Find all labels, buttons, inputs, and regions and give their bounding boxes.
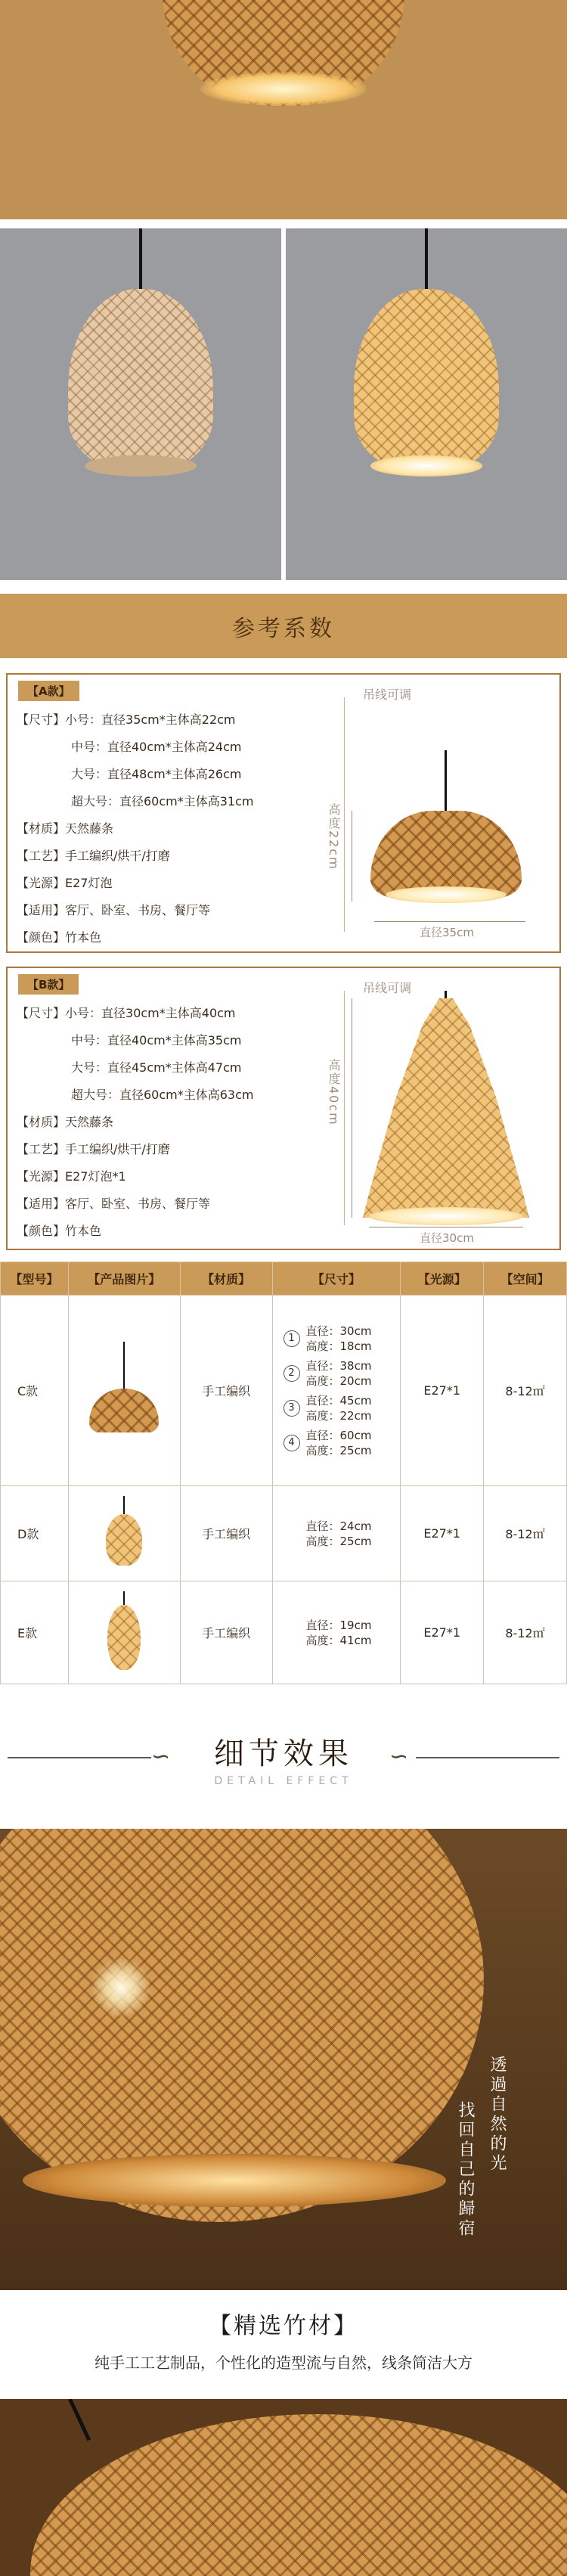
cell-sizes — [272, 1296, 401, 1486]
dome-lamp-image — [89, 1389, 159, 1432]
spec-row: 【工艺】手工编织/烘干/打磨 — [17, 849, 170, 863]
spec-tag: 【A款】 — [18, 681, 79, 701]
cell-space: 8-12㎡ — [484, 1486, 567, 1581]
spec-row: 【光源】E27灯泡 — [17, 876, 113, 890]
product-thumbnail — [101, 1496, 147, 1572]
size-option: 直径：19cm 高度：41cm — [305, 1618, 372, 1647]
height-dimension-label: 高度40cm — [327, 1059, 341, 1126]
size-option: 3 直径：45cm 高度：22cm — [284, 1393, 401, 1423]
spec-row: 【颜色】竹本色 — [17, 930, 102, 945]
reference-title: 参考系数 — [232, 615, 335, 642]
cell-light: E27*1 — [401, 1486, 484, 1581]
spec-divider — [344, 697, 345, 932]
cell-image — [68, 1581, 180, 1684]
lamp-cord — [123, 1342, 125, 1389]
header-model: 【型号】 — [1, 1262, 69, 1296]
dome-lamp-image — [370, 811, 522, 898]
size-option: 直径：24cm 高度：25cm — [305, 1519, 372, 1548]
hang-adjustable-label: 吊线可调 — [363, 981, 412, 995]
cell-material: 手工编织 — [180, 1296, 272, 1486]
lamp-cord — [123, 1496, 125, 1514]
spec-row: 【工艺】手工编织/烘干/打磨 — [17, 1142, 170, 1156]
spec-row: 【尺寸】小号：直径30cm*主体高40cm — [17, 1006, 236, 1020]
spec-rows — [17, 706, 254, 951]
lamp-photo-on — [286, 228, 567, 580]
spec-row: 中号：直径40cm*主体高35cm — [71, 1033, 242, 1047]
bamboo-closeup-photo — [0, 2399, 567, 2576]
lamp-shade-image — [354, 289, 499, 470]
spec-row: 【适用】客厅、卧室、书房、餐厅等 — [17, 1196, 211, 1211]
bamboo-description: 纯手工工艺制品，个性化的造型流与自然，线条简洁大方 — [94, 2354, 472, 2372]
light-glare — [91, 1957, 151, 2018]
lamp-cord — [445, 750, 447, 812]
header-material: 【材质】 — [180, 1262, 272, 1296]
cell-space: 8-12㎡ — [484, 1296, 567, 1486]
spec-row: 【尺寸】小号：直径35cm*主体高22cm — [17, 712, 236, 727]
product-thumbnail — [86, 1342, 162, 1440]
heading-divider — [416, 1757, 559, 1758]
cell-model: C款 — [1, 1296, 69, 1486]
lamp-shade-closeup — [30, 2414, 567, 2576]
detail-closeup-photo — [0, 1829, 567, 2290]
cell-image — [68, 1486, 180, 1581]
lamp-cord — [123, 1591, 125, 1605]
lamp-cord — [445, 991, 447, 998]
vertical-caption-2: 找回自己的歸宿 — [456, 2101, 475, 2239]
spec-row: 【光源】E27灯泡*1 — [17, 1169, 126, 1184]
model-table — [0, 1262, 567, 1684]
spec-row: 中号：直径40cm*主体高24cm — [71, 740, 242, 754]
lamp-photo-pair — [0, 228, 567, 580]
size-option: 4 直径：60cm 高度：25cm — [284, 1428, 401, 1458]
header-size: 【尺寸】 — [272, 1262, 401, 1296]
spec-row: 超大号：直径60cm*主体高63cm — [71, 1088, 254, 1102]
table-header-row — [1, 1262, 567, 1296]
spec-row: 【适用】客厅、卧室、书房、餐厅等 — [17, 903, 211, 917]
size-option: 2 直径：38cm 高度：20cm — [284, 1358, 401, 1389]
spec-row: 超大号：直径60cm*主体高31cm — [71, 794, 254, 808]
spec-rows — [17, 1000, 254, 1245]
table-row — [1, 1581, 567, 1684]
detail-section-heading — [0, 1713, 567, 1796]
lamp-rim — [370, 455, 482, 476]
lamp-cord — [68, 2399, 91, 2441]
swirl-ornament-icon: ∽ — [151, 1743, 171, 1770]
header-space: 【空间】 — [484, 1262, 567, 1296]
lamp-cord — [139, 228, 142, 289]
width-dimension-label: 直径35cm — [420, 926, 474, 939]
spec-row: 【材质】天然藤条 — [17, 1115, 114, 1129]
header-image: 【产品图片】 — [68, 1262, 180, 1296]
cell-light: E27*1 — [401, 1296, 484, 1486]
lamp-photo-off — [0, 228, 281, 580]
lamp-cord — [425, 228, 428, 289]
header-light: 【光源】 — [401, 1262, 484, 1296]
lamp-shade-image — [107, 1605, 141, 1670]
bell-lamp-image — [363, 998, 529, 1218]
size-option: 1 直径：30cm 高度：18cm — [284, 1324, 401, 1354]
spec-divider — [344, 991, 345, 1225]
bamboo-title: 【精选竹材】 — [209, 2313, 358, 2339]
cell-material: 手工编织 — [180, 1486, 272, 1581]
cell-model: E款 — [1, 1581, 69, 1684]
height-dimension-label: 高度22cm — [327, 803, 341, 871]
product-thumbnail — [101, 1591, 147, 1674]
lamp-glow — [200, 72, 367, 106]
detail-subtitle: DETAIL EFFECT — [214, 1775, 353, 1787]
lamp-glow — [369, 1207, 523, 1225]
lamp-rim — [23, 2154, 446, 2207]
width-dimension-label: 直径30cm — [420, 1231, 474, 1245]
detail-title: 细节效果 — [214, 1736, 353, 1771]
width-dimension-line — [374, 921, 525, 922]
spec-row: 大号：直径45cm*主体高47cm — [71, 1060, 242, 1075]
hang-adjustable-label: 吊线可调 — [363, 687, 412, 702]
table-row — [1, 1486, 567, 1581]
lamp-rim — [85, 455, 197, 476]
spec-box-b — [6, 967, 561, 1250]
cell-material: 手工编织 — [180, 1581, 272, 1684]
swirl-ornament-icon: ∽ — [389, 1743, 409, 1770]
lamp-shade-image — [106, 1514, 142, 1566]
cell-sizes — [272, 1486, 401, 1581]
cell-model: D款 — [1, 1486, 69, 1581]
hero-lamp-photo — [0, 0, 567, 219]
spec-box-a — [6, 673, 561, 953]
spec-row: 大号：直径48cm*主体高26cm — [71, 767, 242, 781]
cell-sizes — [272, 1581, 401, 1684]
table-row — [1, 1296, 567, 1486]
lamp-shade-image — [68, 289, 213, 470]
lamp-glow — [386, 886, 507, 903]
spec-row: 【材质】天然藤条 — [17, 821, 114, 836]
spec-row: 【颜色】竹本色 — [17, 1224, 102, 1238]
spec-tag: 【B款】 — [18, 974, 79, 995]
vertical-caption-1: 透過自然的光 — [488, 2056, 507, 2174]
cell-light: E27*1 — [401, 1581, 484, 1684]
cell-image — [68, 1296, 180, 1486]
cell-space: 8-12㎡ — [484, 1581, 567, 1684]
reference-banner — [0, 594, 567, 658]
